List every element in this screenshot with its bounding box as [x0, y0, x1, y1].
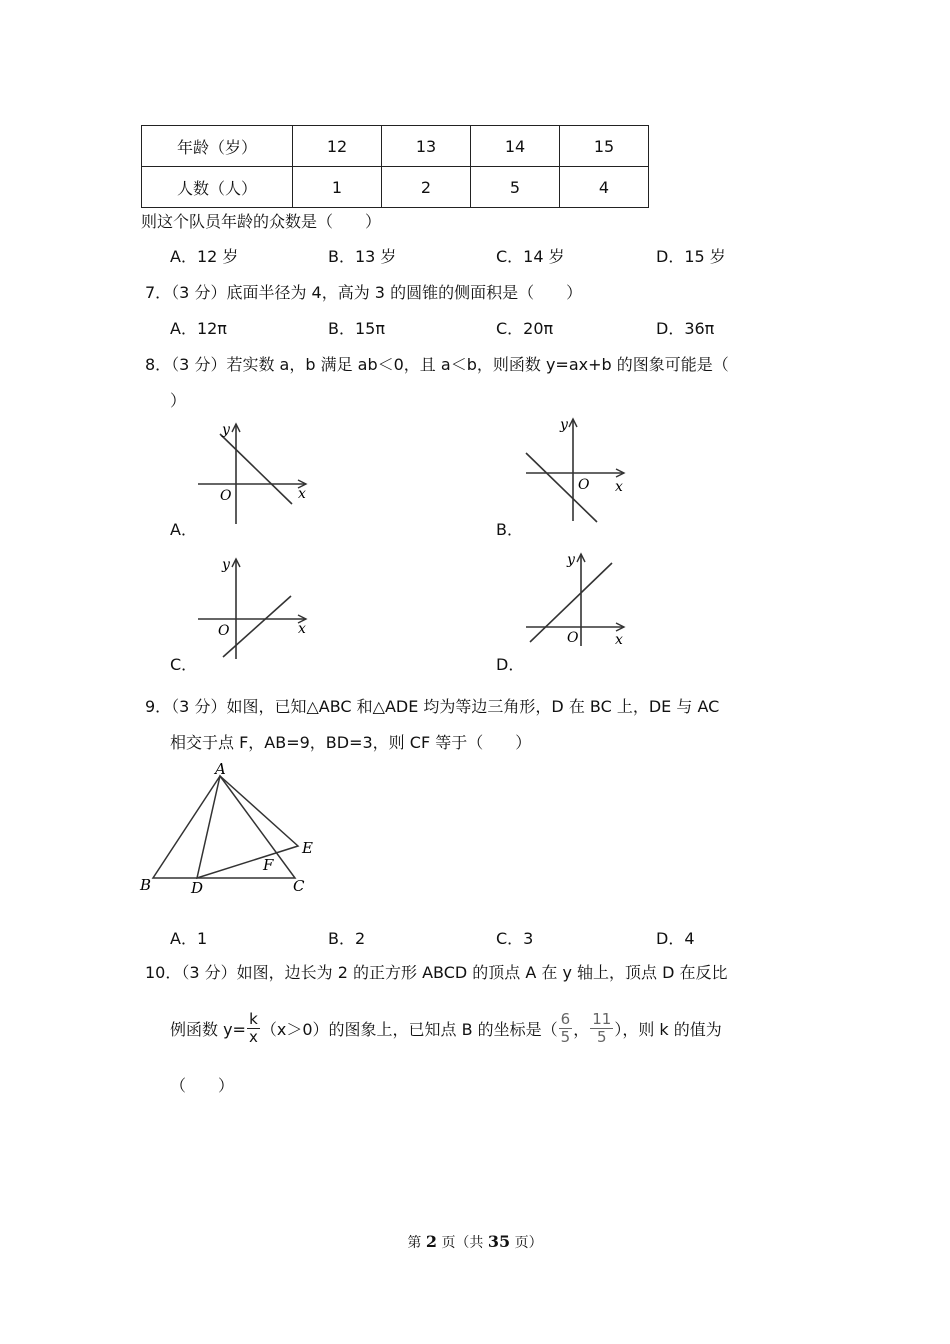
footer-pre: 第	[407, 1235, 422, 1251]
graph-b	[520, 413, 640, 528]
table-row	[142, 126, 649, 167]
q8-option-a: A．	[170, 520, 197, 539]
q10-stem: 10．（3 分）如图，边长为 2 的正方形 ABCD 的顶点 A 在 y 轴上，顶点 D 在反比	[145, 963, 728, 982]
origin-label: O	[567, 630, 579, 646]
fraction-eleven-fifths	[590, 1011, 613, 1045]
fraction-k-over-x	[247, 1011, 260, 1045]
fraction-six-fifths	[559, 1011, 573, 1045]
x-axis-label: x	[298, 486, 306, 502]
q8-stem-end: ）	[170, 391, 187, 410]
fraction-denominator: 5	[560, 1027, 571, 1046]
q8-option-d: D．	[496, 655, 525, 674]
q7-option-c: C．20π	[496, 319, 554, 338]
q6-option-a: A．12 岁	[170, 247, 239, 266]
x-axis-label: x	[615, 479, 623, 495]
table-cell: 2	[382, 167, 471, 208]
q7-option-a: A．12π	[170, 319, 227, 338]
fraction-denominator: x	[248, 1027, 258, 1046]
footer-mid: 页（共	[441, 1235, 484, 1251]
q7-option-b: B．15π	[328, 319, 385, 338]
graph-c	[192, 553, 312, 663]
table-cell: 13	[382, 126, 471, 167]
table-header-cell: 年龄（岁）	[142, 126, 293, 167]
table-cell: 14	[471, 126, 560, 167]
q9-option-d: D．4	[656, 929, 695, 948]
point-a-label: A	[215, 760, 226, 778]
q9-option-c: C．3	[496, 929, 534, 948]
q10-answer-bracket: （ ）	[170, 1076, 235, 1095]
q8-option-b: B．	[496, 520, 523, 539]
q10-text-a: 例函数 y=	[170, 1019, 246, 1039]
origin-label: O	[220, 488, 232, 504]
origin-label: O	[578, 477, 590, 493]
q7-option-d: D．36π	[656, 319, 715, 338]
y-axis-label: y	[222, 422, 230, 438]
age-table	[141, 125, 649, 208]
table-cell: 15	[560, 126, 649, 167]
footer-post: 页）	[514, 1235, 543, 1251]
q6-option-b: B．13 岁	[328, 247, 397, 266]
table-cell: 12	[293, 126, 382, 167]
q10-comma: ，	[573, 1019, 590, 1039]
q9-stem: 9．（3 分）如图，已知△ABC 和△ADE 均为等边三角形，D 在 BC 上，DE 与 AC	[145, 697, 720, 716]
q7-stem: 7．（3 分）底面半径为 4，高为 3 的圆锥的侧面积是（ ）	[145, 283, 583, 302]
table-header-cell: 人数（人）	[142, 167, 293, 208]
q9-option-a: A．1	[170, 929, 208, 948]
page-number: 2	[425, 1232, 437, 1251]
q10-text-c: ），则 k 的值为	[614, 1019, 722, 1039]
point-e-label: E	[302, 839, 313, 857]
point-f-label: F	[263, 856, 274, 874]
point-b-label: B	[140, 876, 152, 894]
origin-label: O	[218, 623, 230, 639]
fraction-numerator: k	[247, 1011, 260, 1029]
q10-stem-line2	[170, 1011, 722, 1045]
point-c-label: C	[293, 877, 305, 895]
q6-stem: 则这个队员年龄的众数是（ ）	[141, 212, 382, 231]
page-footer	[0, 1232, 950, 1252]
y-axis-label: y	[560, 417, 568, 433]
q8-stem: 8．（3 分）若实数 a，b 满足 ab＜0，且 a＜b，则函数 y=ax+b 的图象可能是（	[145, 355, 729, 374]
graph-d	[520, 548, 640, 663]
page-total: 35	[487, 1232, 511, 1251]
y-axis-label: y	[222, 557, 230, 573]
q6-option-c: C．14 岁	[496, 247, 565, 266]
graph-a	[192, 418, 312, 528]
table-cell: 1	[293, 167, 382, 208]
fraction-numerator: 6	[560, 1010, 571, 1028]
q8-option-c: C．	[170, 655, 198, 674]
q9-option-b: B．2	[328, 929, 366, 948]
x-axis-label: x	[615, 632, 623, 648]
fraction-denominator: 5	[597, 1027, 607, 1046]
q6-option-d: D．15 岁	[656, 247, 726, 266]
x-axis-label: x	[298, 621, 306, 637]
q9-stem-cont: 相交于点 F，AB=9，BD=3，则 CF 等于（ ）	[170, 733, 532, 752]
q10-text-b: （x＞0）的图象上，已知点 B 的坐标是（	[260, 1019, 558, 1039]
y-axis-label: y	[567, 552, 575, 568]
fraction-numerator: 11	[592, 1010, 612, 1028]
table-row	[142, 167, 649, 208]
point-d-label: D	[191, 879, 204, 897]
table-cell: 4	[560, 167, 649, 208]
table-cell: 5	[471, 167, 560, 208]
triangle-figure	[135, 758, 325, 898]
